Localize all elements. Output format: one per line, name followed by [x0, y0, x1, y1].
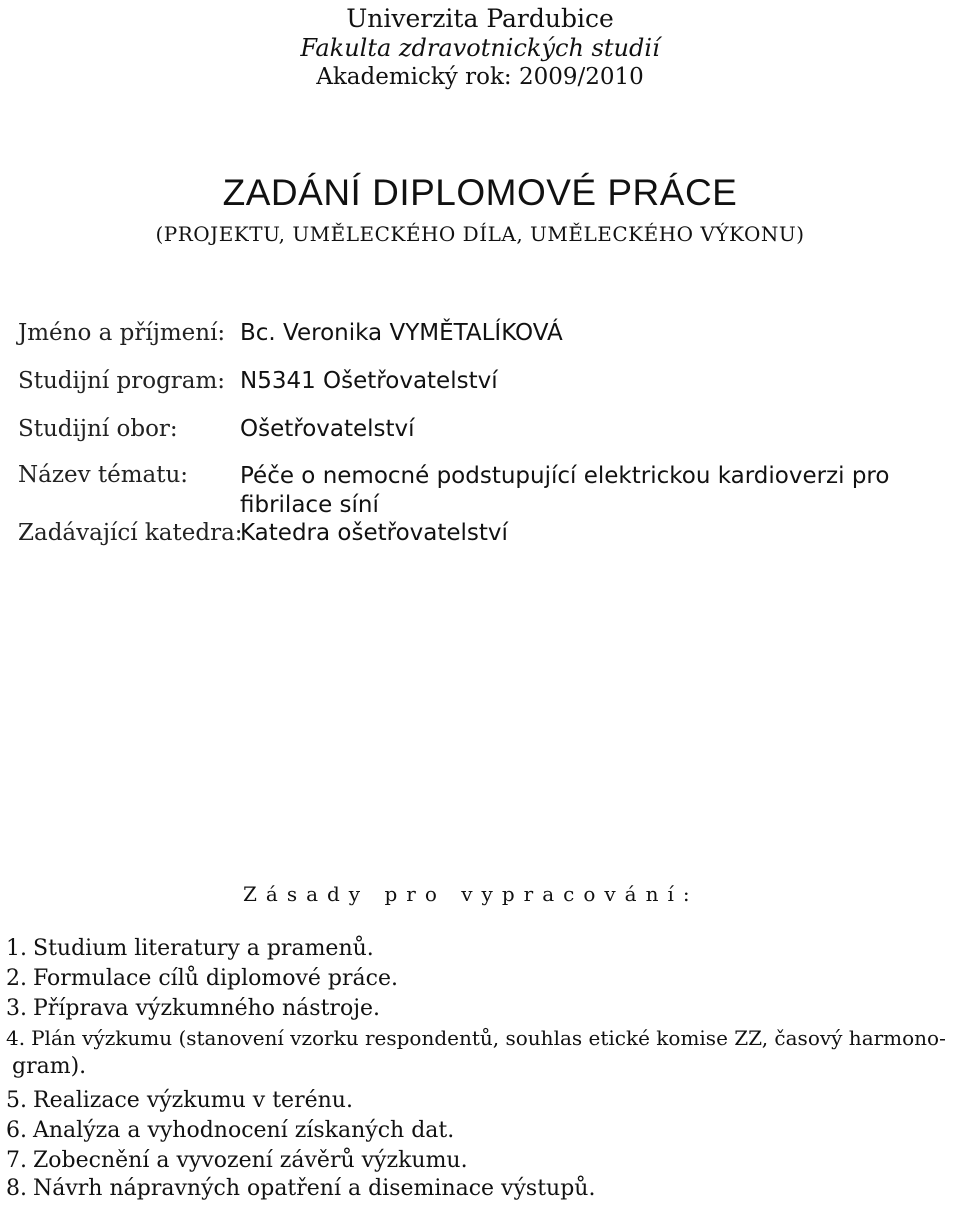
name-value: Bc. Veronika VYMĚTALÍKOVÁ: [240, 320, 563, 346]
principle-item-7: [6, 1148, 468, 1173]
field-label: Studijní obor:: [18, 416, 178, 442]
item-text: Studium literatury a pramenů.: [33, 936, 374, 961]
faculty-name: Fakulta zdravotnických studií: [300, 34, 660, 62]
academic-year: Akademický rok: 2009/2010: [316, 64, 644, 90]
item-number: 2.: [6, 966, 27, 991]
department-value: Katedra ošetřovatelství: [240, 520, 508, 546]
principle-item-4: [6, 1026, 946, 1050]
item-text: Analýza a vyhodnocení získaných dat.: [33, 1118, 455, 1143]
principle-item-5: [6, 1088, 353, 1113]
principle-item-3: [6, 996, 380, 1021]
item-number: 4.: [6, 1026, 26, 1050]
principle-item-4-continuation: [6, 1054, 86, 1079]
item-number: 3.: [6, 996, 27, 1021]
principle-item-6: [6, 1118, 454, 1143]
department-label: Zadávající katedra:: [18, 520, 243, 546]
university-name: Univerzita Pardubice: [346, 4, 614, 33]
topic-label: Název tématu:: [18, 462, 189, 488]
principle-item-2: [6, 966, 398, 991]
item-number: 8.: [6, 1176, 27, 1201]
name-label: Jméno a příjmení:: [18, 320, 226, 346]
principles-heading: Zásady pro vypracování:: [243, 882, 699, 906]
item-text: Realizace výzkumu v terénu.: [33, 1088, 353, 1113]
item-text: Plán výzkumu (stanovení vzorku respondentů, souhlas etické komise ZZ, časový harmono-: [31, 1026, 946, 1050]
item-text: Formulace cílů diplomové práce.: [33, 966, 398, 991]
field-value: Ošetřovatelství: [240, 416, 415, 442]
item-text: gram).: [12, 1054, 87, 1079]
principle-item-1: [6, 936, 374, 961]
item-text: Příprava výzkumného nástroje.: [33, 996, 381, 1021]
item-number: 7.: [6, 1148, 27, 1173]
program-value: N5341 Ošetřovatelství: [240, 368, 498, 394]
item-number: 6.: [6, 1118, 27, 1143]
program-label: Studijní program:: [18, 368, 226, 394]
item-text: Zobecnění a vyvození závěrů výzkumu.: [33, 1148, 468, 1173]
item-number: 5.: [6, 1088, 27, 1113]
document-subtitle: (PROJEKTU, UMĚLECKÉHO DÍLA, UMĚLECKÉHO VÝKONU): [155, 222, 805, 246]
topic-value: Péče o nemocné podstupující elektrickou kardioverzi pro fibrilace síní: [240, 463, 890, 518]
item-text: Návrh nápravných opatření a diseminace výstupů.: [33, 1176, 596, 1201]
item-number: 1.: [6, 936, 27, 961]
document-title: ZADÁNÍ DIPLOMOVÉ PRÁCE: [222, 172, 738, 213]
principle-item-8: [6, 1176, 595, 1201]
